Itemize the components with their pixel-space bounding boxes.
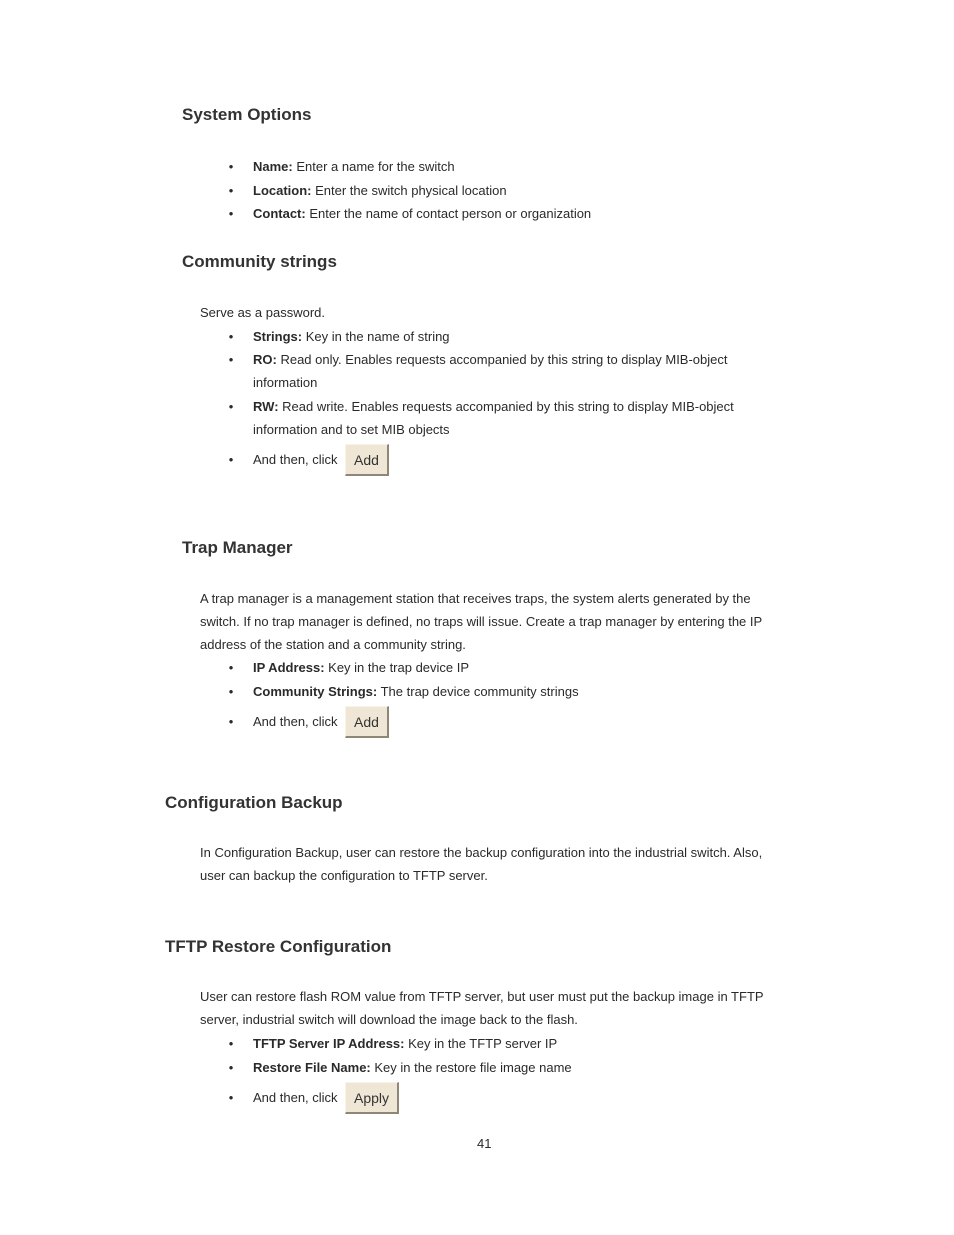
list-item	[226, 1056, 746, 1079]
term: TFTP Server IP Address:	[253, 1036, 405, 1051]
bullet: •	[228, 714, 234, 729]
description: Enter a name for the switch	[292, 159, 455, 174]
add-community-button[interactable]: Add	[345, 444, 389, 476]
term: Name:	[253, 159, 293, 174]
list-item	[226, 1032, 746, 1055]
paragraph: User can restore flash ROM value from TFTP server, but user must put the backup image in TFTP server, industrial switch will download the image back to the flash.	[200, 989, 764, 1027]
bullet: •	[228, 352, 234, 367]
section-heading-tftp-restore: TFTP Restore Configuration	[165, 937, 392, 956]
term: Strings:	[253, 329, 303, 344]
page-number: 41	[477, 1136, 492, 1151]
action-text: And then, click	[253, 452, 338, 467]
section-heading-community-strings: Community strings	[182, 252, 337, 271]
description: Read write. Enables requests accompanied by this string to display MIB-object information and to set MIB objects	[253, 399, 734, 437]
description: Key in the TFTP server IP	[404, 1036, 558, 1051]
list-item	[226, 680, 746, 703]
term: Restore File Name:	[253, 1060, 371, 1075]
description: The trap device community strings	[377, 684, 579, 699]
paragraph: A trap manager is a management station that receives traps, the system alerts generated by the switch. If no trap manager is defined, no traps will issue. Create a trap manager by entering the IP address of the station and a community string.	[200, 591, 762, 652]
bullet: •	[228, 684, 234, 699]
list-item	[226, 325, 746, 348]
section-heading-configuration-backup: Configuration Backup	[165, 793, 343, 812]
term: RO:	[253, 352, 277, 367]
term: IP Address:	[253, 660, 325, 675]
bullet: •	[228, 1036, 234, 1051]
term: Community Strings:	[253, 684, 378, 699]
bullet: •	[228, 206, 234, 221]
term: Contact:	[253, 206, 306, 221]
description: Key in the name of string	[302, 329, 450, 344]
apply-button[interactable]: Apply	[345, 1082, 399, 1114]
list-item	[226, 348, 746, 394]
term: RW:	[253, 399, 279, 414]
term: Location:	[253, 183, 312, 198]
bullet: •	[228, 1090, 234, 1105]
bullet: •	[228, 399, 234, 414]
description: Enter the switch physical location	[311, 183, 507, 198]
bullet: •	[228, 660, 234, 675]
add-trap-manager-button[interactable]: Add	[345, 706, 389, 738]
description: Enter the name of contact person or organization	[305, 206, 592, 221]
section-heading-trap-manager: Trap Manager	[182, 538, 293, 557]
description: Read only. Enables requests accompanied by this string to display MIB-object information	[253, 352, 728, 390]
description: Key in the trap device IP	[324, 660, 470, 675]
list-item	[226, 202, 746, 225]
list-item	[226, 656, 746, 679]
action-text: And then, click	[253, 714, 338, 729]
bullet: •	[228, 452, 234, 467]
action-text: And then, click	[253, 1090, 338, 1105]
bullet: •	[228, 183, 234, 198]
section-heading-system-options: System Options	[182, 105, 312, 124]
list-item	[226, 179, 746, 202]
description: Key in the restore file image name	[370, 1060, 572, 1075]
list-item	[226, 395, 746, 441]
bullet: •	[228, 329, 234, 344]
list-item	[226, 155, 746, 178]
bullet: •	[228, 159, 234, 174]
paragraph: Serve as a password.	[200, 305, 326, 320]
paragraph: In Configuration Backup, user can restore the backup configuration into the industrial switch. Also, user can backup the configuration to TFTP server.	[200, 845, 763, 883]
bullet: •	[228, 1060, 234, 1075]
